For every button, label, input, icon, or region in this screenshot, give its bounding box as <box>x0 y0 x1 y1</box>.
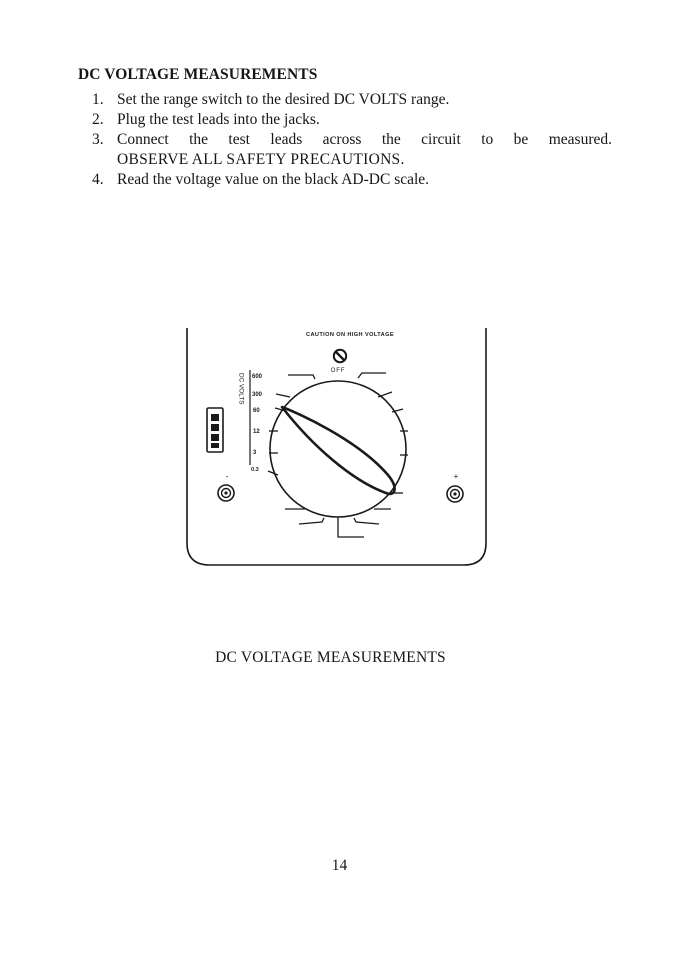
step-text: Set the range switch to the desired DC VOLTS range. <box>117 91 450 108</box>
dial-pointer <box>282 407 395 494</box>
step-1 <box>92 90 612 110</box>
figure-caption <box>0 649 681 667</box>
step-text-continued: OBSERVE ALL SAFETY PRECAUTIONS. <box>117 151 405 168</box>
step-text: Plug the test leads into the jacks. <box>117 111 320 128</box>
step-3 <box>92 130 612 170</box>
zero-adjust-screw <box>334 350 346 362</box>
minus-jack[interactable] <box>218 485 234 501</box>
dc-volts-label: DC VOLTS <box>237 373 245 405</box>
page-number <box>0 857 681 875</box>
page-number-text: 14 <box>331 857 348 874</box>
step-number: 1. <box>92 91 104 108</box>
step-4 <box>92 170 612 190</box>
plus-jack-label: + <box>453 472 459 481</box>
slide-switch[interactable] <box>207 408 223 452</box>
caution-label: CAUTION ON HIGH VOLTAGE <box>306 332 394 338</box>
figure-caption-text: DC VOLTAGE MEASUREMENTS <box>215 649 446 666</box>
range-label-300: 300 <box>252 392 263 398</box>
step-number: 2. <box>92 111 104 128</box>
multimeter-illustration <box>178 325 498 575</box>
step-number: 4. <box>92 171 104 188</box>
plus-jack[interactable] <box>447 486 463 502</box>
range-label-60: 60 <box>253 408 260 414</box>
minus-jack-label: - <box>225 472 229 481</box>
section-heading: DC VOLTAGE MEASUREMENTS <box>78 66 318 83</box>
instruction-steps <box>92 90 612 190</box>
range-label-600: 600 <box>252 374 263 380</box>
range-selector-dial[interactable] <box>268 373 408 537</box>
range-label-0-3: 0.3 <box>251 467 259 473</box>
step-number: 3. <box>92 131 104 148</box>
range-label-3: 3 <box>253 450 257 456</box>
range-label-12: 12 <box>253 429 260 435</box>
off-label: OFF <box>330 368 346 374</box>
step-text: Connect the test leads across the circuit to be measured. <box>117 131 612 148</box>
step-text: Read the voltage value on the black AD-DC scale. <box>117 171 430 188</box>
step-2 <box>92 110 612 130</box>
meter-case-outline <box>187 328 486 565</box>
